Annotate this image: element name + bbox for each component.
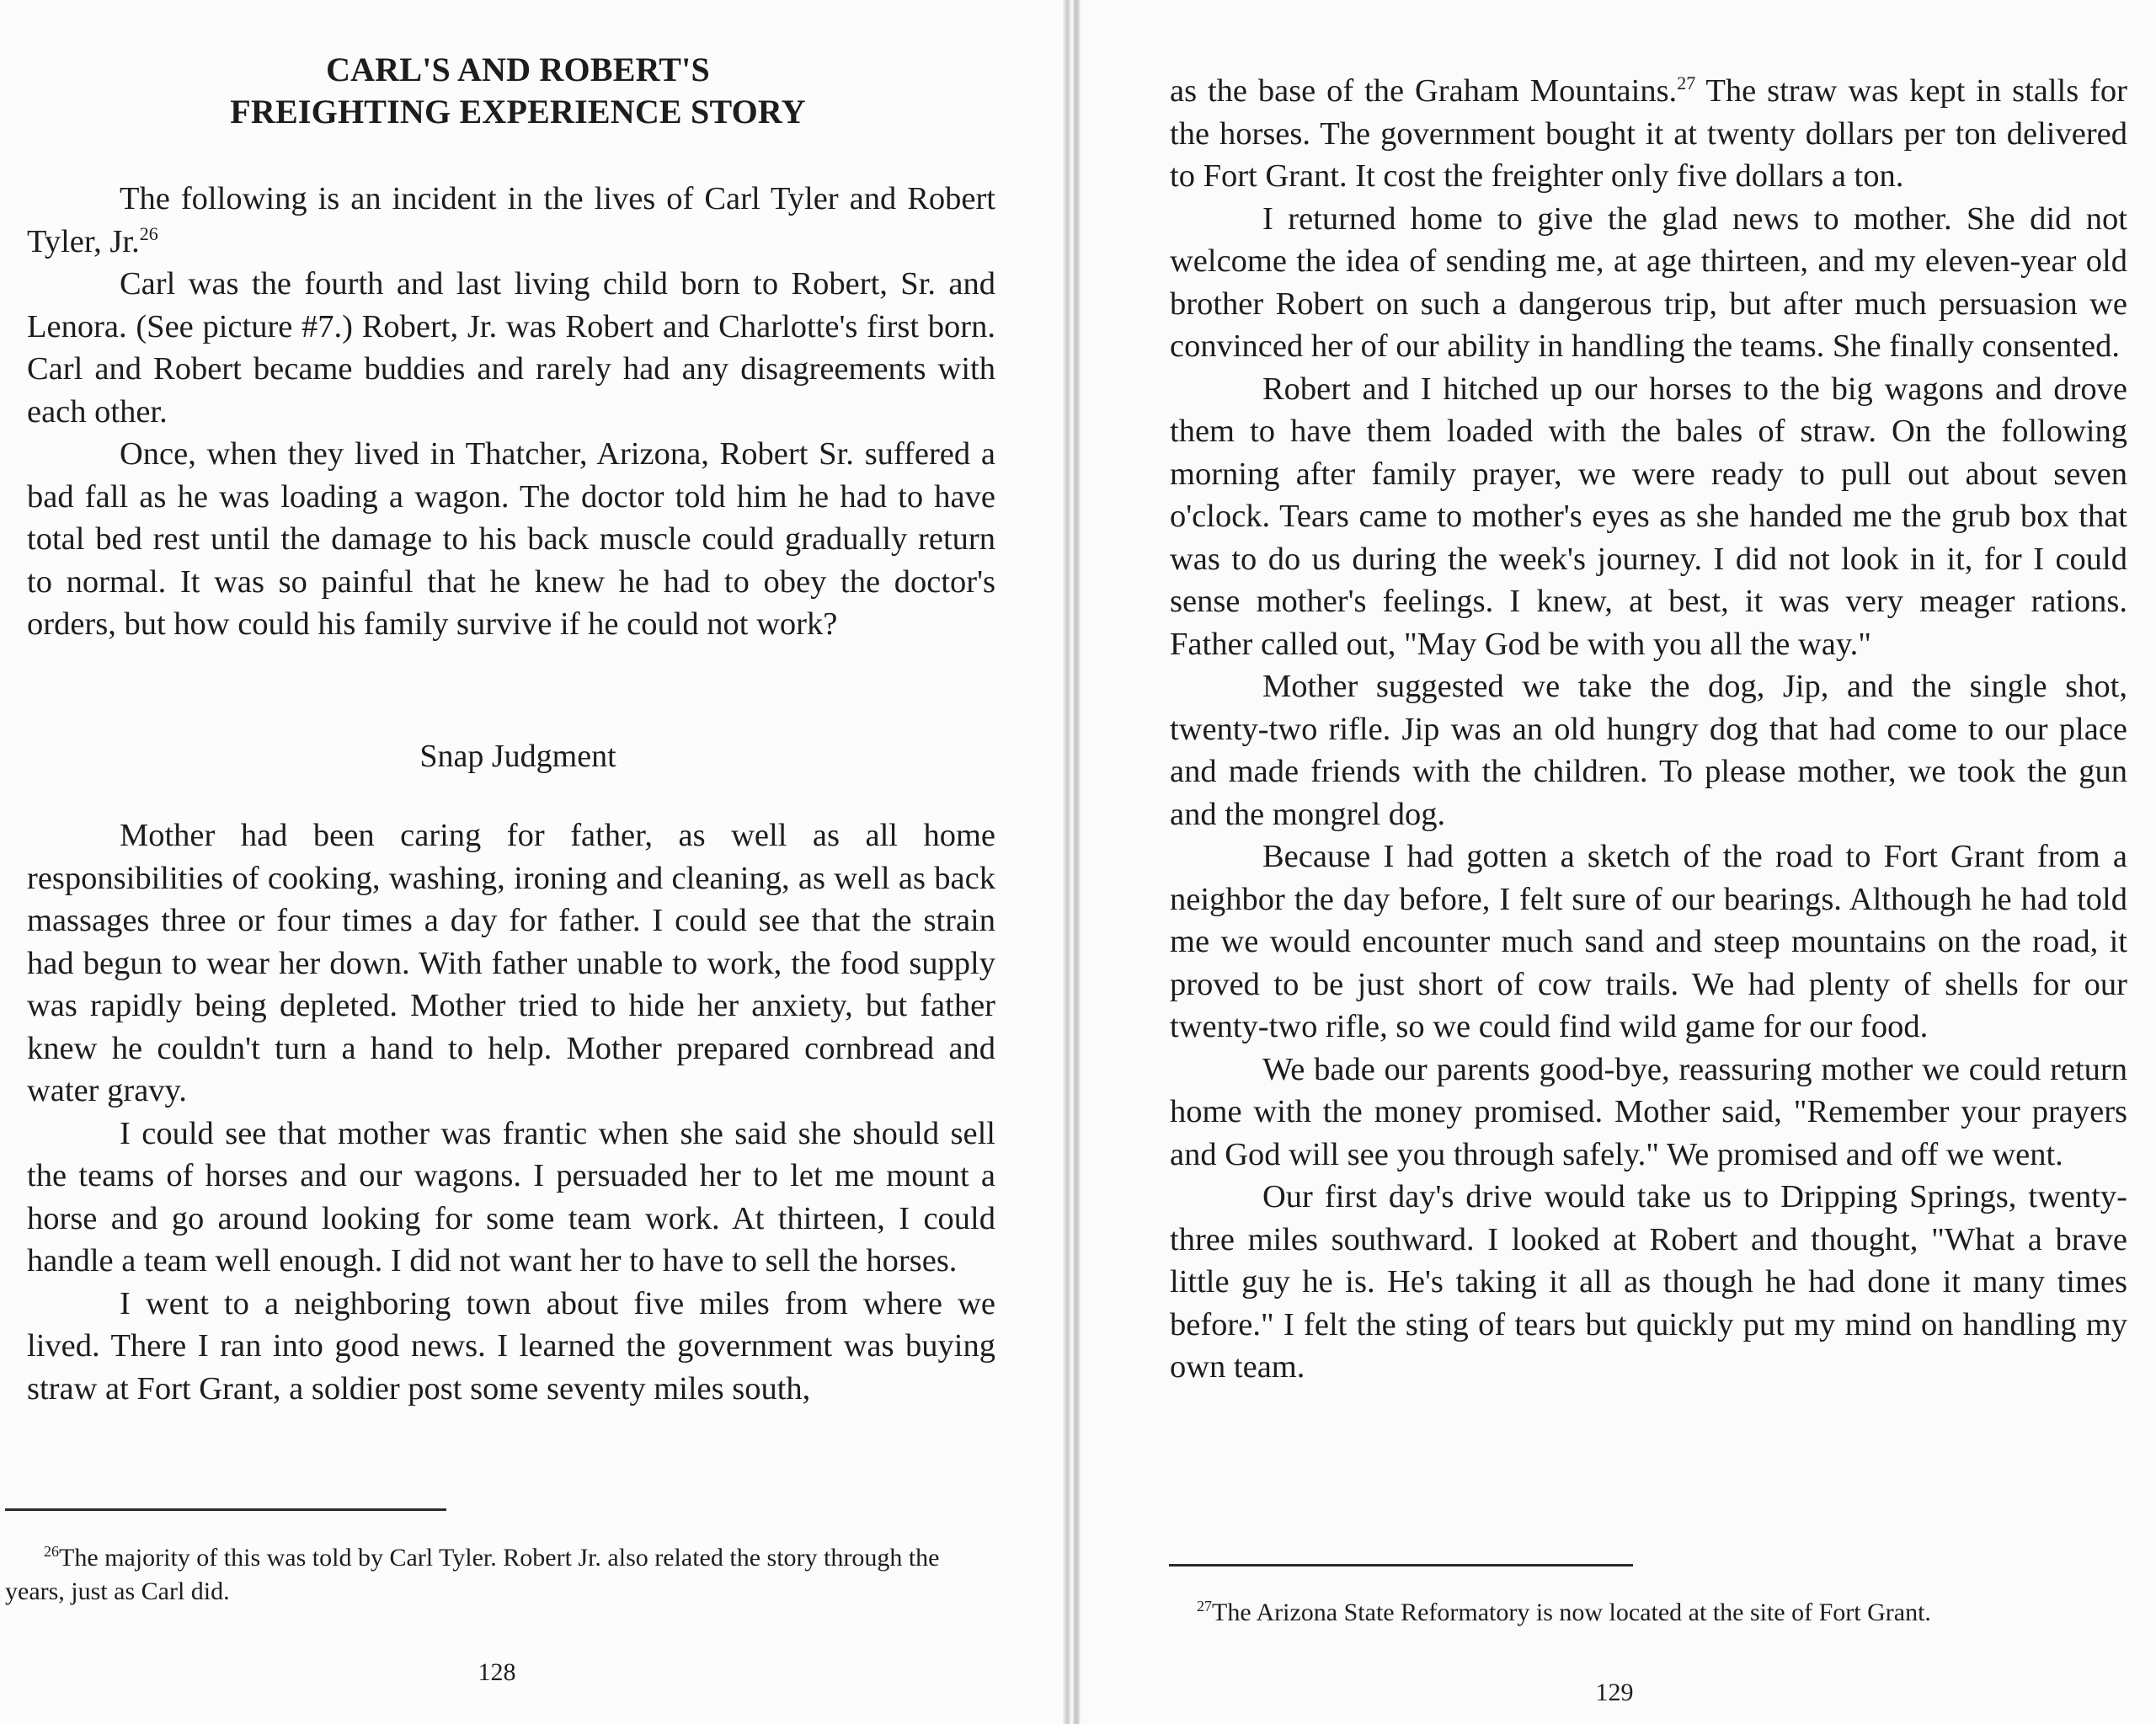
paragraph: Mother suggested we take the dog, Jip, and the single shot, twenty-two rifle. Jip was an old hungry dog that had come to our place and made friends with the children. To please mother, we took the gun and the mongrel dog. [1170, 669, 2127, 832]
chapter-title [0, 49, 1036, 133]
paragraph: Carl was the fourth and last living child born to Robert, Sr. and Lenora. (See picture #7.) Robert, Jr. was Robert and Charlotte's first born. Carl and Robert became buddies and rarely had any disagreements with each other. [27, 266, 995, 430]
page-number: 128 [478, 1658, 516, 1686]
paragraph: I went to a neighboring town about five miles from where we lived. There I ran into good news. I learned the government was buying straw at Fort Grant, a soldier post some seventy miles south, [27, 1285, 995, 1406]
footnote-reference: 27 [1677, 72, 1696, 94]
paragraph: Mother had been caring for father, as well as all home responsibilities of cooking, washing, ironing and cleaning, as well as back massages three or four times a day for father. I could see that the strain had begun to wear her down. With father unable to work, the food supply was rapidly being depleted. Mother tried to hide her anxiety, but father knew he couldn't turn a hand to help. Mother prepared cornbread and water gravy. [27, 818, 995, 1108]
paragraph: Once, when they lived in Thatcher, Arizona, Robert Sr. suffered a bad fall as he was loading a wagon. The doctor told him he had to have total bed rest until the damage to his back muscle could gradually return to normal. It was so painful that he knew he had to obey the doctor's orders, but how could his family survive if he could not work? [27, 436, 995, 642]
page-body [1170, 70, 2127, 1389]
paragraph-continued: as the base of the Graham Mountains.$^{27}$ The straw was kept in stalls for the horses. The government bought it at twenty dollars per ton delivered to Fort Grant. It cost the freighter only five dollars a ton. [1170, 72, 2127, 194]
section-subheading: Snap Judgment [419, 739, 616, 774]
footnote-text: The Arizona State Reformatory is now located at the site of Fort Grant. [1212, 1599, 1931, 1626]
footnote-divider [5, 1508, 446, 1511]
footnote-reference: 26 [139, 222, 158, 244]
paragraph: Because I had gotten a sketch of the road to Fort Grant from a neighbor the day before, I felt sure of our bearings. Although he had told me we would encounter much sand and steep mountains on the road, it proved to be just short of cow trails. We had plenty of shells for our twenty-two rifle, so we could find wild game for our food. [1170, 839, 2127, 1044]
intro-section [27, 178, 995, 646]
paragraph: Our first day's drive would take us to Dripping Springs, twenty-three miles southward. I looked at Robert and thought, "What a brave little guy he is. He's taking it all as though he had done it many times before." I felt the sting of tears but quickly put my mind on handling my own team. [1170, 1179, 2127, 1385]
paragraph: I returned home to give the glad news to mother. She did not welcome the idea of sending me, at age thirteen, and my eleven-year old brother Robert on such a dangerous trip, but after much persuasion we convinced her of our ability in handling the teams. She finally consented. [1170, 200, 2127, 364]
chapter-title-line-1: CARL'S AND ROBERT'S [326, 51, 710, 88]
left-page [0, 0, 1063, 1724]
section-body [27, 814, 995, 1410]
paragraph: I could see that mother was frantic when she said she should sell the teams of horses and our wagons. I persuaded her to let me mount a horse and go around looking for some team work. At thirteen, I could handle a team well enough. I did not want her to have to sell the horses. [27, 1115, 995, 1278]
footnote-number: 26 [44, 1543, 59, 1560]
chapter-title-line-2: FREIGHTING EXPERIENCE STORY [230, 93, 806, 131]
right-page [1081, 0, 2156, 1724]
footnote-divider [1169, 1564, 1633, 1567]
paragraph: The following is an incident in the lives of Carl Tyler and Robert Tyler, Jr.$^{26}$ [27, 181, 995, 259]
book-gutter [1063, 0, 1081, 1724]
paragraph: We bade our parents good-bye, reassuring mother we could return home with the money promised. Mother said, "Remember your prayers and God will see you through safely." We promised and off we went. [1170, 1051, 2127, 1172]
footnote [1197, 1596, 2123, 1630]
footnote-text: The majority of this was told by Carl Tyler. Robert Jr. also related the story through the years, just as Carl did. [5, 1544, 940, 1605]
paragraph: Robert and I hitched up our horses to the big wagons and drove them to have them loaded with the bales of straw. On the following morning after family prayer, we were ready to pull out about seven o'clock. Tears came to mother's eyes as she handed me the grub box that was to do us during the week's journey. I did not look in it, for I could sense mother's feelings. I knew, at best, it was very meager rations. Father called out, "May God be with you all the way." [1170, 371, 2127, 662]
footnote [5, 1541, 982, 1609]
page-number: 129 [1595, 1679, 1634, 1706]
footnote-number: 27 [1197, 1598, 1212, 1615]
